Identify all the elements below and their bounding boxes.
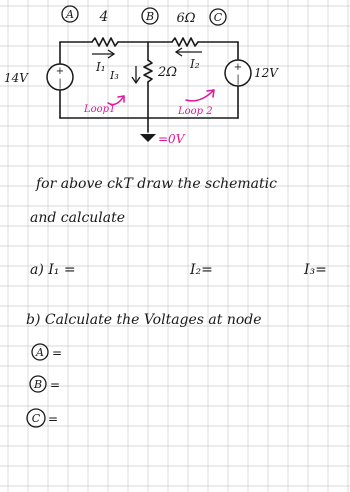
- part-a-i2: I₂=: [190, 262, 213, 278]
- node-c-marker: [210, 9, 226, 25]
- loop-2-arrow: [186, 90, 214, 101]
- resistor-4-zigzag: [92, 38, 118, 46]
- current-i1-label: I₁: [96, 60, 106, 74]
- current-i2-label: I₂: [190, 57, 200, 71]
- voltage-source-right: [225, 60, 251, 86]
- node-c-label: C: [213, 11, 223, 24]
- answer-node-c-label: C: [31, 412, 41, 425]
- node-a-marker: [62, 6, 78, 22]
- resistor-2-value: 2Ω: [158, 65, 178, 80]
- node-c-answer-equals: =: [48, 412, 59, 426]
- answer-node-a-marker: [32, 344, 48, 360]
- part-a-i3: I₃=: [304, 262, 327, 278]
- current-i1-arrow: [92, 50, 114, 58]
- node-a-answer-equals: =: [52, 346, 63, 360]
- source-right-plus-icon: +: [233, 62, 243, 73]
- answer-node-b-marker: [30, 376, 46, 392]
- ground-voltage-label: =0V: [158, 132, 185, 146]
- part-a-i1: a) I₁ =: [30, 262, 76, 278]
- loop-1-label: Loop1: [84, 104, 116, 115]
- answer-node-a-label: A: [36, 346, 44, 359]
- circuit-wires: [60, 38, 238, 132]
- source-left-plus-icon: +: [55, 66, 65, 77]
- resistor-4-value: 4: [99, 9, 109, 25]
- node-b-marker: [142, 8, 158, 24]
- answer-node-c-marker: [27, 409, 45, 427]
- source-right-minus-icon: |: [236, 74, 240, 85]
- loop-2-label: Loop 2: [178, 106, 213, 117]
- voltage-source-left: [47, 64, 73, 90]
- node-b-label: B: [145, 10, 155, 23]
- part-b-prompt: b) Calculate the Voltages at node: [26, 312, 262, 328]
- source-left-minus-icon: |: [58, 78, 62, 89]
- node-a-label: A: [66, 8, 74, 21]
- ground-symbol: [140, 134, 156, 142]
- resistor-6-zigzag: [172, 38, 198, 46]
- resistor-6-value: 6Ω: [176, 11, 196, 26]
- node-b-answer-equals: =: [50, 378, 61, 392]
- current-i3-label: I₃: [110, 69, 119, 82]
- prompt-line-1: for above ckT draw the schematic: [36, 176, 277, 192]
- current-i2-arrow: [176, 48, 202, 56]
- answer-node-b-label: B: [33, 378, 43, 391]
- prompt-line-2: and calculate: [30, 210, 126, 226]
- source-right-voltage: 12V: [254, 66, 278, 80]
- current-i3-arrow: [132, 66, 140, 83]
- source-left-voltage: 14V: [4, 71, 28, 85]
